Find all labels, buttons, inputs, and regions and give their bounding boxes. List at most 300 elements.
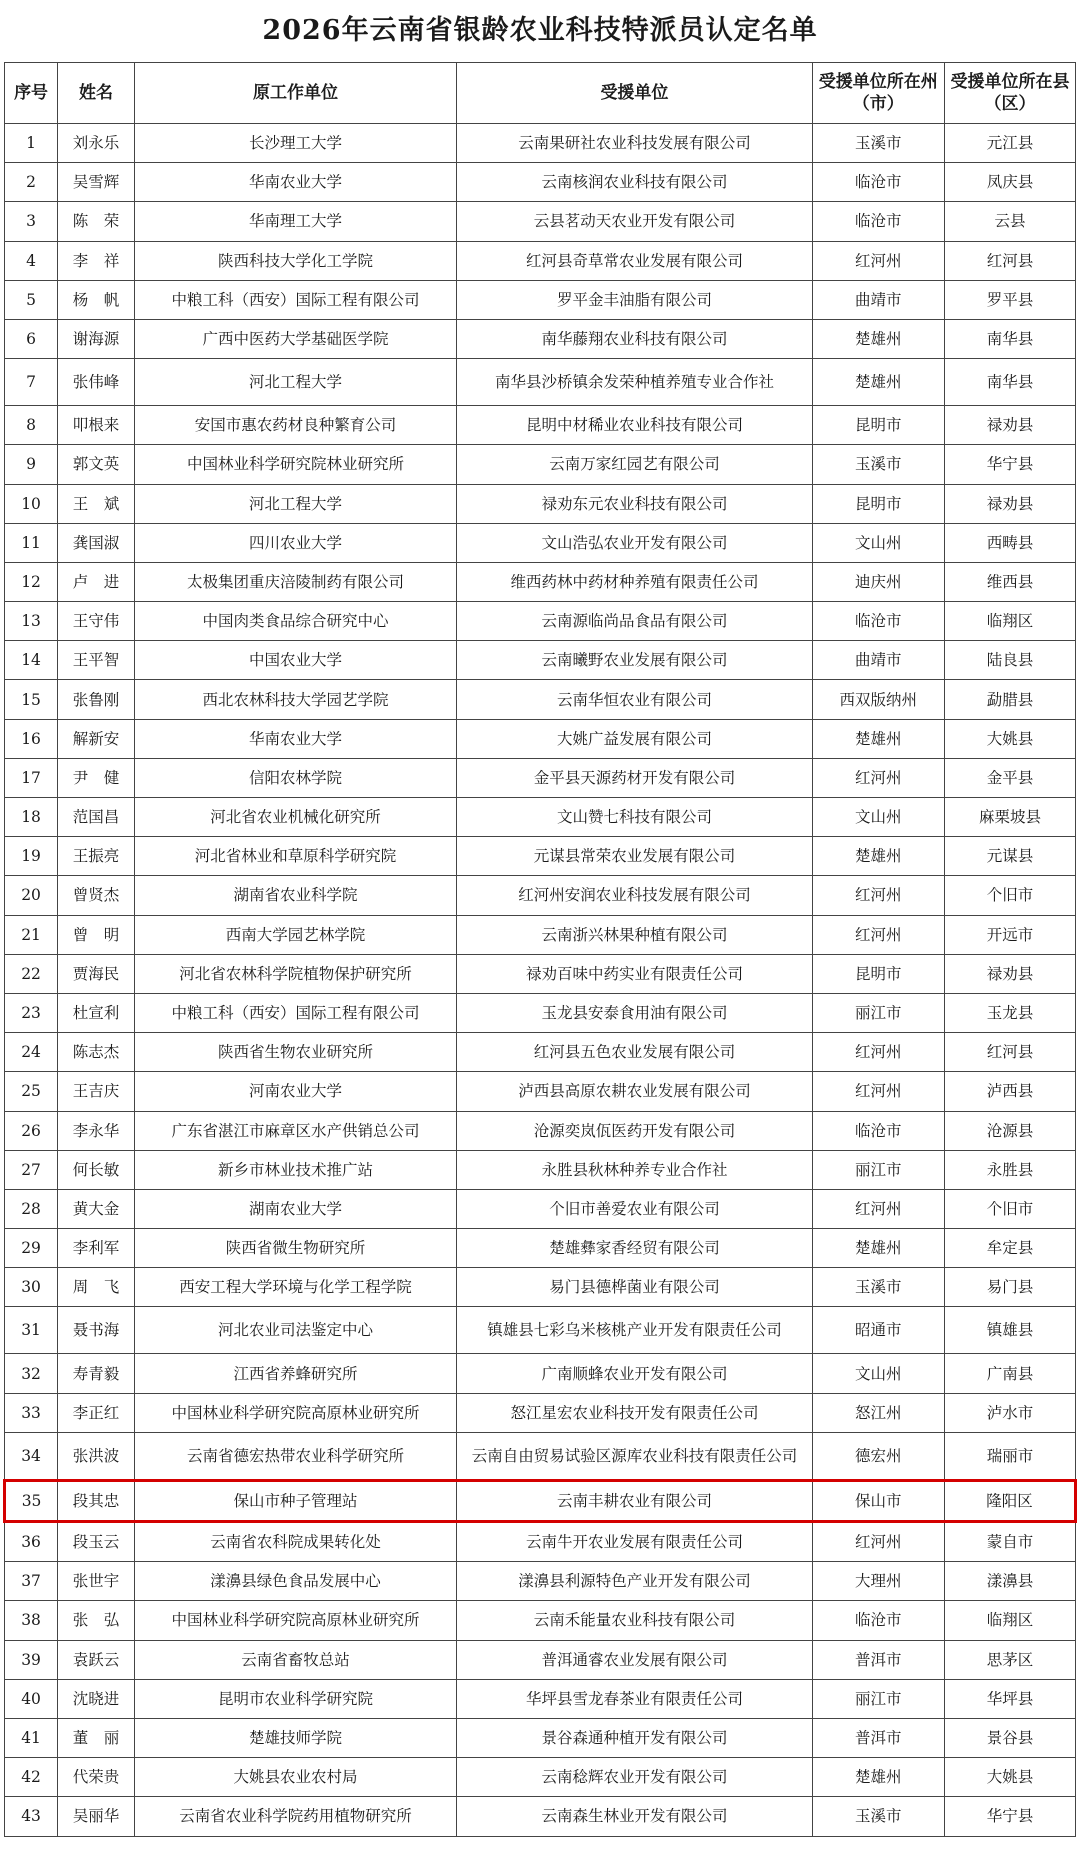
cell-name: 段其忠 xyxy=(58,1480,135,1521)
cell-seq: 10 xyxy=(5,484,58,523)
cell-seq: 9 xyxy=(5,445,58,484)
cell-prefecture: 玉溪市 xyxy=(812,1268,944,1307)
cell-name: 张 弘 xyxy=(58,1601,135,1640)
cell-name: 解新安 xyxy=(58,719,135,758)
cell-original-unit: 中粮工科（西安）国际工程有限公司 xyxy=(134,993,456,1032)
cell-name: 叩根来 xyxy=(58,406,135,445)
cell-original-unit: 河北省农林科学院植物保护研究所 xyxy=(134,954,456,993)
cell-seq: 1 xyxy=(5,124,58,163)
cell-recipient-unit: 南华藤翔农业科技有限公司 xyxy=(457,319,812,358)
cell-name: 张洪波 xyxy=(58,1432,135,1480)
cell-seq: 26 xyxy=(5,1111,58,1150)
cell-original-unit: 云南省德宏热带农业科学研究所 xyxy=(134,1432,456,1480)
table-row xyxy=(5,1432,1076,1480)
cell-name: 段玉云 xyxy=(58,1522,135,1562)
cell-recipient-unit: 云南牛开农业发展有限责任公司 xyxy=(457,1522,812,1562)
cell-name: 代荣贵 xyxy=(58,1758,135,1797)
cell-name: 杨 帆 xyxy=(58,280,135,319)
cell-county: 禄劝县 xyxy=(944,954,1075,993)
cell-original-unit: 保山市种子管理站 xyxy=(134,1480,456,1521)
cell-recipient-unit: 泸西县高原农耕农业发展有限公司 xyxy=(457,1072,812,1111)
cell-recipient-unit: 红河州安润农业科技发展有限公司 xyxy=(457,876,812,915)
cell-name: 刘永乐 xyxy=(58,124,135,163)
table-row xyxy=(5,124,1076,163)
cell-name: 贾海民 xyxy=(58,954,135,993)
header-name: 姓名 xyxy=(58,63,135,124)
cell-county: 牟定县 xyxy=(944,1229,1075,1268)
cell-prefecture: 昆明市 xyxy=(812,484,944,523)
cell-seq: 23 xyxy=(5,993,58,1032)
cell-seq: 21 xyxy=(5,915,58,954)
cell-name: 王 斌 xyxy=(58,484,135,523)
table-row xyxy=(5,915,1076,954)
header-row xyxy=(5,63,1076,124)
cell-name: 李 祥 xyxy=(58,241,135,280)
table-row xyxy=(5,1562,1076,1601)
cell-recipient-unit: 易门县德桦菌业有限公司 xyxy=(457,1268,812,1307)
cell-county: 隆阳区 xyxy=(944,1480,1075,1521)
cell-county: 临翔区 xyxy=(944,1601,1075,1640)
cell-name: 张伟峰 xyxy=(58,359,135,406)
cell-recipient-unit: 云南稔辉农业开发有限公司 xyxy=(457,1758,812,1797)
cell-county: 沧源县 xyxy=(944,1111,1075,1150)
cell-prefecture: 普洱市 xyxy=(812,1640,944,1679)
cell-seq: 36 xyxy=(5,1522,58,1562)
cell-seq: 6 xyxy=(5,319,58,358)
cell-recipient-unit: 沧源奕岚佤医药开发有限公司 xyxy=(457,1111,812,1150)
cell-county: 思茅区 xyxy=(944,1640,1075,1679)
cell-seq: 32 xyxy=(5,1354,58,1393)
cell-prefecture: 楚雄州 xyxy=(812,1229,944,1268)
cell-prefecture: 楚雄州 xyxy=(812,359,944,406)
cell-county: 漾濞县 xyxy=(944,1562,1075,1601)
cell-original-unit: 广西中医药大学基础医学院 xyxy=(134,319,456,358)
table-row xyxy=(5,1150,1076,1189)
cell-recipient-unit: 昆明中材稀业农业科技有限公司 xyxy=(457,406,812,445)
table-row xyxy=(5,1601,1076,1640)
cell-prefecture: 玉溪市 xyxy=(812,1797,944,1836)
cell-prefecture: 昆明市 xyxy=(812,406,944,445)
cell-original-unit: 江西省养蜂研究所 xyxy=(134,1354,456,1393)
cell-seq: 13 xyxy=(5,602,58,641)
cell-name: 张世宇 xyxy=(58,1562,135,1601)
cell-name: 董 丽 xyxy=(58,1718,135,1757)
cell-original-unit: 河北省林业和草原科学研究院 xyxy=(134,837,456,876)
cell-county: 维西县 xyxy=(944,562,1075,601)
cell-prefecture: 临沧市 xyxy=(812,202,944,241)
table-row xyxy=(5,719,1076,758)
cell-name: 吴雪辉 xyxy=(58,163,135,202)
cell-recipient-unit: 广南顺蜂农业开发有限公司 xyxy=(457,1354,812,1393)
cell-original-unit: 中国林业科学研究院林业研究所 xyxy=(134,445,456,484)
cell-recipient-unit: 红河县奇草常农业发展有限公司 xyxy=(457,241,812,280)
cell-county: 瑞丽市 xyxy=(944,1432,1075,1480)
table-row xyxy=(5,680,1076,719)
table-row xyxy=(5,484,1076,523)
table-row xyxy=(5,1480,1076,1521)
cell-seq: 40 xyxy=(5,1679,58,1718)
cell-original-unit: 河北省农业机械化研究所 xyxy=(134,798,456,837)
cell-prefecture: 迪庆州 xyxy=(812,562,944,601)
cell-name: 尹 健 xyxy=(58,758,135,797)
cell-seq: 20 xyxy=(5,876,58,915)
cell-seq: 33 xyxy=(5,1393,58,1432)
cell-prefecture: 楚雄州 xyxy=(812,837,944,876)
header-prefecture: 受援单位所在州（市） xyxy=(812,63,944,124)
cell-name: 杜宣利 xyxy=(58,993,135,1032)
cell-county: 南华县 xyxy=(944,359,1075,406)
cell-original-unit: 安国市惠农药材良种繁育公司 xyxy=(134,406,456,445)
cell-seq: 24 xyxy=(5,1033,58,1072)
table-row xyxy=(5,641,1076,680)
header-original-unit: 原工作单位 xyxy=(134,63,456,124)
header-county: 受援单位所在县（区） xyxy=(944,63,1075,124)
cell-original-unit: 漾濞县绿色食品发展中心 xyxy=(134,1562,456,1601)
cell-seq: 4 xyxy=(5,241,58,280)
table-row xyxy=(5,798,1076,837)
cell-seq: 27 xyxy=(5,1150,58,1189)
cell-name: 卢 进 xyxy=(58,562,135,601)
cell-original-unit: 西安工程大学环境与化学工程学院 xyxy=(134,1268,456,1307)
cell-name: 郭文英 xyxy=(58,445,135,484)
cell-name: 谢海源 xyxy=(58,319,135,358)
cell-recipient-unit: 云南丰耕农业有限公司 xyxy=(457,1480,812,1521)
cell-seq: 31 xyxy=(5,1307,58,1354)
cell-name: 范国昌 xyxy=(58,798,135,837)
cell-prefecture: 红河州 xyxy=(812,1189,944,1228)
table-row xyxy=(5,1268,1076,1307)
cell-county: 禄劝县 xyxy=(944,484,1075,523)
cell-prefecture: 昭通市 xyxy=(812,1307,944,1354)
cell-county: 蒙自市 xyxy=(944,1522,1075,1562)
cell-prefecture: 玉溪市 xyxy=(812,445,944,484)
cell-original-unit: 西南大学园艺林学院 xyxy=(134,915,456,954)
cell-county: 泸西县 xyxy=(944,1072,1075,1111)
cell-recipient-unit: 云南森生林业开发有限公司 xyxy=(457,1797,812,1836)
cell-original-unit: 湖南农业大学 xyxy=(134,1189,456,1228)
cell-name: 寿青毅 xyxy=(58,1354,135,1393)
cell-seq: 5 xyxy=(5,280,58,319)
cell-county: 玉龙县 xyxy=(944,993,1075,1032)
cell-original-unit: 河南农业大学 xyxy=(134,1072,456,1111)
cell-seq: 8 xyxy=(5,406,58,445)
cell-original-unit: 楚雄技师学院 xyxy=(134,1718,456,1757)
cell-prefecture: 临沧市 xyxy=(812,1601,944,1640)
cell-county: 大姚县 xyxy=(944,1758,1075,1797)
cell-name: 龚国淑 xyxy=(58,523,135,562)
cell-prefecture: 丽江市 xyxy=(812,1150,944,1189)
cell-county: 元谋县 xyxy=(944,837,1075,876)
cell-prefecture: 西双版纳州 xyxy=(812,680,944,719)
cell-seq: 2 xyxy=(5,163,58,202)
cell-recipient-unit: 禄劝东元农业科技有限公司 xyxy=(457,484,812,523)
cell-seq: 42 xyxy=(5,1758,58,1797)
cell-recipient-unit: 文山赞七科技有限公司 xyxy=(457,798,812,837)
header-recipient-unit: 受援单位 xyxy=(457,63,812,124)
cell-original-unit: 河北工程大学 xyxy=(134,359,456,406)
cell-prefecture: 楚雄州 xyxy=(812,719,944,758)
cell-prefecture: 玉溪市 xyxy=(812,124,944,163)
cell-prefecture: 红河州 xyxy=(812,1522,944,1562)
cell-prefecture: 丽江市 xyxy=(812,1679,944,1718)
table-row xyxy=(5,359,1076,406)
cell-recipient-unit: 罗平金丰油脂有限公司 xyxy=(457,280,812,319)
cell-seq: 28 xyxy=(5,1189,58,1228)
cell-prefecture: 文山州 xyxy=(812,523,944,562)
cell-county: 开远市 xyxy=(944,915,1075,954)
table-row xyxy=(5,1640,1076,1679)
cell-recipient-unit: 维西药林中药材种养殖有限责任公司 xyxy=(457,562,812,601)
cell-seq: 7 xyxy=(5,359,58,406)
cell-prefecture: 红河州 xyxy=(812,1033,944,1072)
cell-prefecture: 保山市 xyxy=(812,1480,944,1521)
cell-prefecture: 楚雄州 xyxy=(812,1758,944,1797)
cell-county: 景谷县 xyxy=(944,1718,1075,1757)
cell-prefecture: 普洱市 xyxy=(812,1718,944,1757)
cell-county: 华宁县 xyxy=(944,1797,1075,1836)
cell-seq: 41 xyxy=(5,1718,58,1757)
cell-seq: 29 xyxy=(5,1229,58,1268)
cell-original-unit: 长沙理工大学 xyxy=(134,124,456,163)
cell-prefecture: 大理州 xyxy=(812,1562,944,1601)
table-row xyxy=(5,241,1076,280)
cell-original-unit: 四川农业大学 xyxy=(134,523,456,562)
cell-name: 吴丽华 xyxy=(58,1797,135,1836)
cell-name: 李利军 xyxy=(58,1229,135,1268)
cell-original-unit: 云南省农科院成果转化处 xyxy=(134,1522,456,1562)
table-row xyxy=(5,837,1076,876)
cell-recipient-unit: 玉龙县安泰食用油有限公司 xyxy=(457,993,812,1032)
cell-county: 云县 xyxy=(944,202,1075,241)
cell-seq: 18 xyxy=(5,798,58,837)
cell-recipient-unit: 云县茗动天农业开发有限公司 xyxy=(457,202,812,241)
cell-original-unit: 陕西省微生物研究所 xyxy=(134,1229,456,1268)
cell-seq: 14 xyxy=(5,641,58,680)
cell-seq: 11 xyxy=(5,523,58,562)
cell-prefecture: 文山州 xyxy=(812,1354,944,1393)
table-row xyxy=(5,523,1076,562)
cell-county: 泸水市 xyxy=(944,1393,1075,1432)
table-row xyxy=(5,1229,1076,1268)
cell-original-unit: 陕西省生物农业研究所 xyxy=(134,1033,456,1072)
cell-seq: 34 xyxy=(5,1432,58,1480)
cell-original-unit: 中国肉类食品综合研究中心 xyxy=(134,602,456,641)
cell-county: 南华县 xyxy=(944,319,1075,358)
cell-recipient-unit: 个旧市善爱农业有限公司 xyxy=(457,1189,812,1228)
cell-county: 广南县 xyxy=(944,1354,1075,1393)
cell-recipient-unit: 文山浩弘农业开发有限公司 xyxy=(457,523,812,562)
cell-county: 易门县 xyxy=(944,1268,1075,1307)
cell-seq: 17 xyxy=(5,758,58,797)
cell-original-unit: 中国林业科学研究院高原林业研究所 xyxy=(134,1393,456,1432)
cell-name: 聂书海 xyxy=(58,1307,135,1354)
cell-recipient-unit: 禄劝百味中药实业有限责任公司 xyxy=(457,954,812,993)
cell-name: 黄大金 xyxy=(58,1189,135,1228)
cell-name: 陈 荣 xyxy=(58,202,135,241)
table-row xyxy=(5,758,1076,797)
cell-recipient-unit: 大姚广益发展有限公司 xyxy=(457,719,812,758)
cell-name: 张鲁刚 xyxy=(58,680,135,719)
cell-name: 陈志杰 xyxy=(58,1033,135,1072)
cell-seq: 30 xyxy=(5,1268,58,1307)
cell-original-unit: 广东省湛江市麻章区水产供销总公司 xyxy=(134,1111,456,1150)
cell-prefecture: 曲靖市 xyxy=(812,280,944,319)
cell-recipient-unit: 怒江星宏农业科技开发有限责任公司 xyxy=(457,1393,812,1432)
cell-original-unit: 西北农林科技大学园艺学院 xyxy=(134,680,456,719)
cell-recipient-unit: 红河县五色农业发展有限公司 xyxy=(457,1033,812,1072)
table-row xyxy=(5,445,1076,484)
cell-recipient-unit: 云南核润农业科技有限公司 xyxy=(457,163,812,202)
table-row xyxy=(5,163,1076,202)
cell-seq: 25 xyxy=(5,1072,58,1111)
cell-recipient-unit: 云南曦野农业发展有限公司 xyxy=(457,641,812,680)
cell-seq: 19 xyxy=(5,837,58,876)
page-title: 2026年云南省银龄农业科技特派员认定名单 xyxy=(262,15,818,46)
cell-recipient-unit: 镇雄县七彩乌米核桃产业开发有限责任公司 xyxy=(457,1307,812,1354)
cell-county: 麻栗坡县 xyxy=(944,798,1075,837)
cell-county: 华坪县 xyxy=(944,1679,1075,1718)
cell-original-unit: 信阳农林学院 xyxy=(134,758,456,797)
table-row xyxy=(5,1033,1076,1072)
cell-county: 镇雄县 xyxy=(944,1307,1075,1354)
table-row xyxy=(5,954,1076,993)
cell-prefecture: 丽江市 xyxy=(812,993,944,1032)
cell-county: 个旧市 xyxy=(944,1189,1075,1228)
roster-table xyxy=(3,62,1077,1837)
table-row xyxy=(5,280,1076,319)
cell-prefecture: 曲靖市 xyxy=(812,641,944,680)
cell-recipient-unit: 元谋县常荣农业发展有限公司 xyxy=(457,837,812,876)
cell-seq: 43 xyxy=(5,1797,58,1836)
cell-seq: 22 xyxy=(5,954,58,993)
cell-recipient-unit: 华坪县雪龙春茶业有限责任公司 xyxy=(457,1679,812,1718)
cell-original-unit: 昆明市农业科学研究院 xyxy=(134,1679,456,1718)
table-row xyxy=(5,602,1076,641)
cell-name: 沈晓进 xyxy=(58,1679,135,1718)
table-row xyxy=(5,319,1076,358)
cell-name: 周 飞 xyxy=(58,1268,135,1307)
cell-original-unit: 中粮工科（西安）国际工程有限公司 xyxy=(134,280,456,319)
table-row xyxy=(5,406,1076,445)
cell-recipient-unit: 云南自由贸易试验区源库农业科技有限责任公司 xyxy=(457,1432,812,1480)
cell-prefecture: 文山州 xyxy=(812,798,944,837)
cell-county: 西畴县 xyxy=(944,523,1075,562)
cell-recipient-unit: 云南万家红园艺有限公司 xyxy=(457,445,812,484)
cell-recipient-unit: 景谷森通种植开发有限公司 xyxy=(457,1718,812,1757)
cell-name: 何长敏 xyxy=(58,1150,135,1189)
table-row xyxy=(5,1354,1076,1393)
cell-original-unit: 大姚县农业农村局 xyxy=(134,1758,456,1797)
table-row xyxy=(5,1522,1076,1562)
cell-prefecture: 临沧市 xyxy=(812,1111,944,1150)
cell-name: 王平智 xyxy=(58,641,135,680)
cell-recipient-unit: 漾濞县利源特色产业开发有限公司 xyxy=(457,1562,812,1601)
table-row xyxy=(5,1072,1076,1111)
cell-recipient-unit: 楚雄彝家香经贸有限公司 xyxy=(457,1229,812,1268)
cell-county: 陆良县 xyxy=(944,641,1075,680)
cell-prefecture: 红河州 xyxy=(812,915,944,954)
cell-recipient-unit: 云南源临尚品食品有限公司 xyxy=(457,602,812,641)
cell-county: 勐腊县 xyxy=(944,680,1075,719)
cell-county: 个旧市 xyxy=(944,876,1075,915)
cell-seq: 16 xyxy=(5,719,58,758)
cell-original-unit: 新乡市林业技术推广站 xyxy=(134,1150,456,1189)
cell-prefecture: 楚雄州 xyxy=(812,319,944,358)
cell-county: 大姚县 xyxy=(944,719,1075,758)
cell-county: 禄劝县 xyxy=(944,406,1075,445)
cell-prefecture: 红河州 xyxy=(812,876,944,915)
cell-prefecture: 红河州 xyxy=(812,1072,944,1111)
cell-recipient-unit: 普洱通睿农业发展有限公司 xyxy=(457,1640,812,1679)
cell-county: 红河县 xyxy=(944,1033,1075,1072)
cell-seq: 37 xyxy=(5,1562,58,1601)
table-row xyxy=(5,1393,1076,1432)
cell-prefecture: 怒江州 xyxy=(812,1393,944,1432)
table-row xyxy=(5,1111,1076,1150)
cell-recipient-unit: 金平县天源药材开发有限公司 xyxy=(457,758,812,797)
cell-original-unit: 云南省畜牧总站 xyxy=(134,1640,456,1679)
cell-seq: 38 xyxy=(5,1601,58,1640)
cell-seq: 15 xyxy=(5,680,58,719)
cell-original-unit: 中国林业科学研究院高原林业研究所 xyxy=(134,1601,456,1640)
table-row xyxy=(5,562,1076,601)
table-row xyxy=(5,1307,1076,1354)
cell-county: 永胜县 xyxy=(944,1150,1075,1189)
table-row xyxy=(5,1718,1076,1757)
cell-prefecture: 红河州 xyxy=(812,758,944,797)
cell-county: 华宁县 xyxy=(944,445,1075,484)
cell-original-unit: 华南理工大学 xyxy=(134,202,456,241)
table-row xyxy=(5,1797,1076,1836)
cell-name: 王振亮 xyxy=(58,837,135,876)
cell-name: 李永华 xyxy=(58,1111,135,1150)
cell-name: 袁跃云 xyxy=(58,1640,135,1679)
cell-original-unit: 湖南省农业科学院 xyxy=(134,876,456,915)
cell-prefecture: 昆明市 xyxy=(812,954,944,993)
table-row xyxy=(5,202,1076,241)
cell-name: 曾贤杰 xyxy=(58,876,135,915)
cell-original-unit: 中国农业大学 xyxy=(134,641,456,680)
cell-county: 红河县 xyxy=(944,241,1075,280)
table-row xyxy=(5,1189,1076,1228)
cell-prefecture: 红河州 xyxy=(812,241,944,280)
cell-name: 王守伟 xyxy=(58,602,135,641)
table-row xyxy=(5,876,1076,915)
cell-recipient-unit: 云南果研社农业科技发展有限公司 xyxy=(457,124,812,163)
cell-name: 李正红 xyxy=(58,1393,135,1432)
cell-prefecture: 临沧市 xyxy=(812,602,944,641)
cell-seq: 39 xyxy=(5,1640,58,1679)
cell-prefecture: 德宏州 xyxy=(812,1432,944,1480)
table-row xyxy=(5,993,1076,1032)
cell-original-unit: 华南农业大学 xyxy=(134,163,456,202)
cell-county: 元江县 xyxy=(944,124,1075,163)
cell-county: 凤庆县 xyxy=(944,163,1075,202)
cell-seq: 12 xyxy=(5,562,58,601)
cell-name: 王吉庆 xyxy=(58,1072,135,1111)
cell-original-unit: 河北农业司法鉴定中心 xyxy=(134,1307,456,1354)
cell-prefecture: 临沧市 xyxy=(812,163,944,202)
cell-seq: 35 xyxy=(5,1480,58,1521)
cell-original-unit: 太极集团重庆涪陵制药有限公司 xyxy=(134,562,456,601)
cell-recipient-unit: 云南华恒农业有限公司 xyxy=(457,680,812,719)
header-seq: 序号 xyxy=(5,63,58,124)
cell-original-unit: 云南省农业科学院药用植物研究所 xyxy=(134,1797,456,1836)
table-row xyxy=(5,1758,1076,1797)
cell-recipient-unit: 永胜县秋林种养专业合作社 xyxy=(457,1150,812,1189)
cell-county: 金平县 xyxy=(944,758,1075,797)
cell-county: 罗平县 xyxy=(944,280,1075,319)
